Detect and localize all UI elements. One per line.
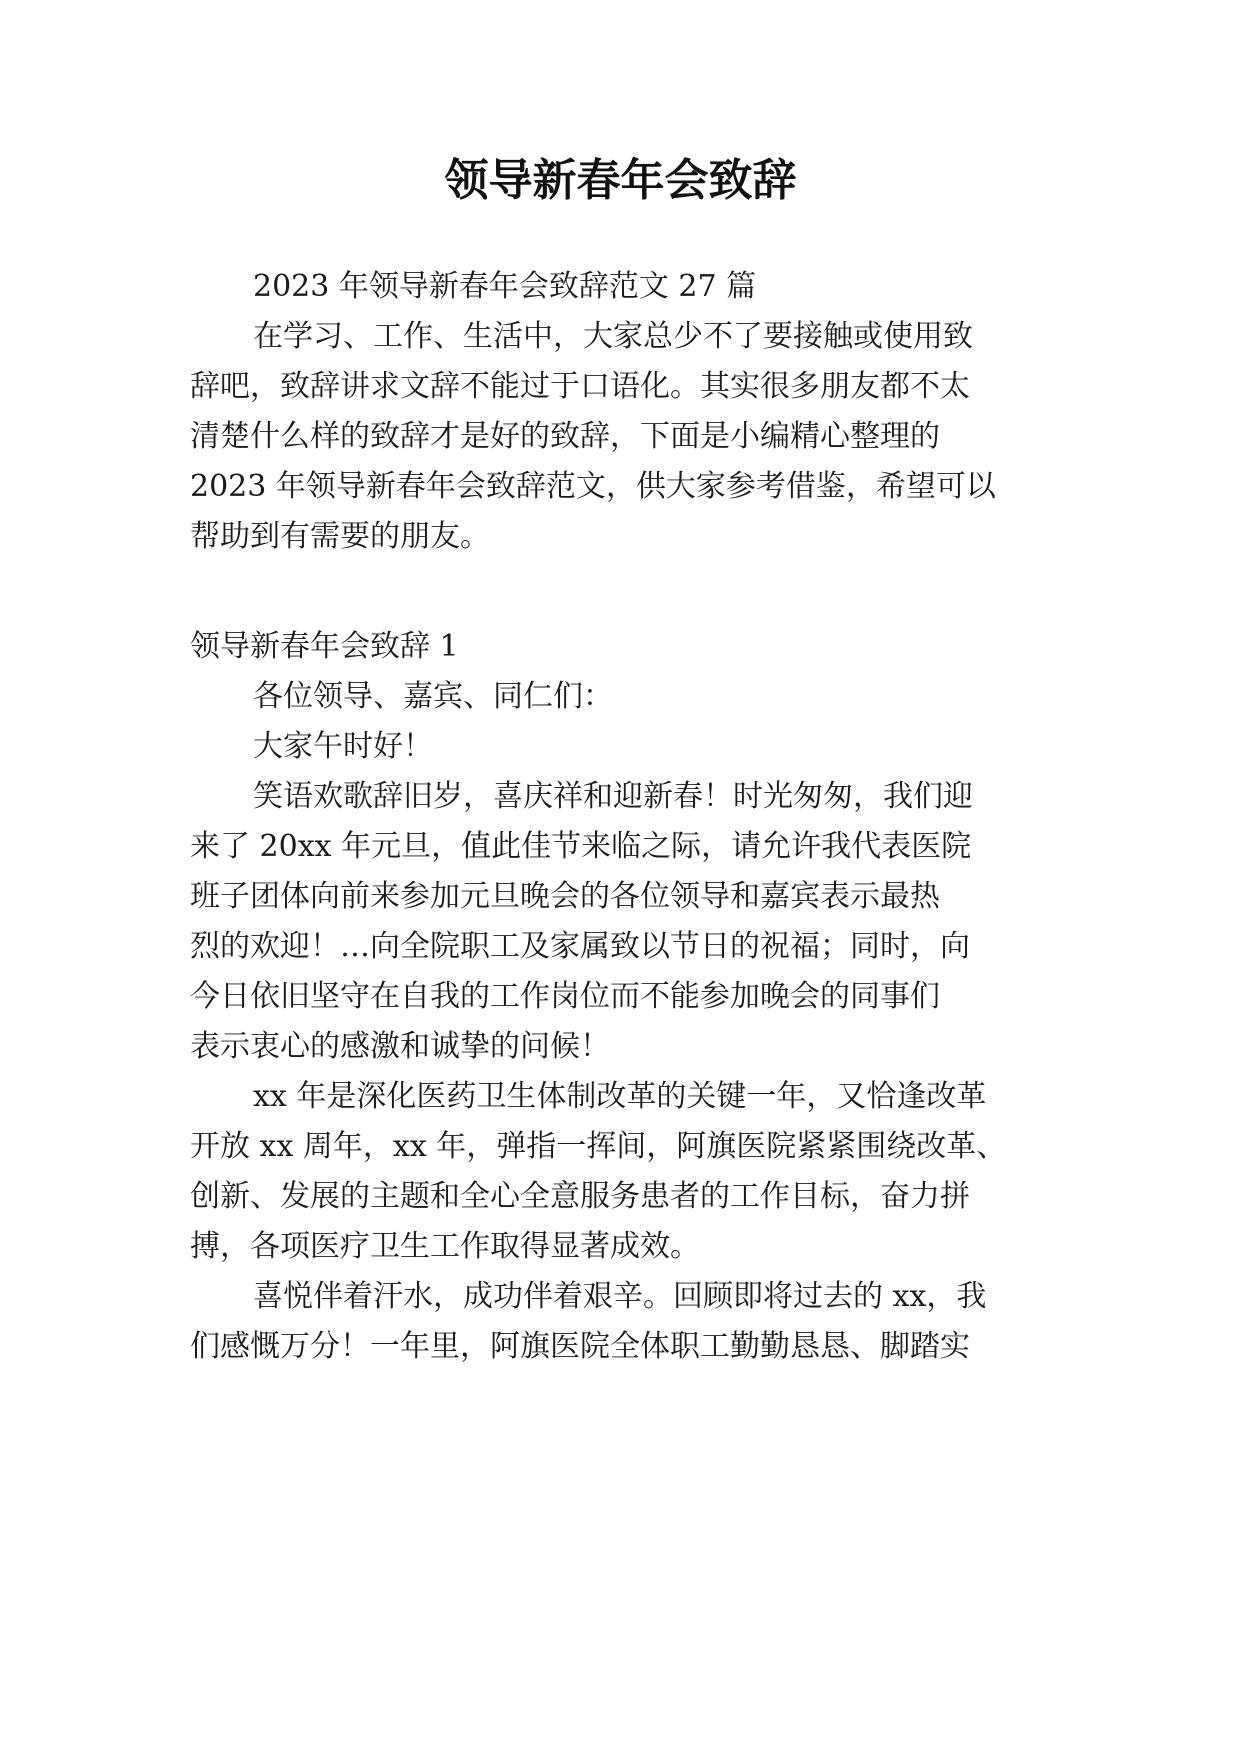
subtitle-line: 2023 年领导新春年会致辞范文 27 篇: [253, 269, 757, 304]
paragraph-line: 来了 20xx 年元旦，值此佳节来临之际，请允许我代表医院: [190, 829, 972, 864]
paragraph-line: 2023 年领导新春年会致辞范文，供大家参考借鉴，希望可以: [190, 469, 996, 504]
paragraph-line: 开放 xx 周年，xx 年，弹指一挥间，阿旗医院紧紧围绕改革、: [190, 1129, 1007, 1164]
paragraph-line: 班子团体向前来参加元旦晚会的各位领导和嘉宾表示最热: [190, 879, 940, 914]
paragraph-line: xx 年是深化医药卫生体制改革的关键一年，又恰逢改革: [253, 1079, 987, 1114]
paragraph-line: 喜悦伴着汗水，成功伴着艰辛。回顾即将过去的 xx，我: [253, 1279, 987, 1314]
paragraph-line: 笑语欢歌辞旧岁，喜庆祥和迎新春！时光匆匆，我们迎: [253, 779, 973, 814]
paragraph-line: 烈的欢迎！…向全院职工及家属致以节日的祝福；同时，向: [190, 929, 970, 964]
paragraph-line: 在学习、工作、生活中，大家总少不了要接触或使用致: [253, 319, 973, 354]
paragraph-line: 创新、发展的主题和全心全意服务患者的工作目标，奋力拼: [190, 1179, 970, 1214]
paragraph-line: 辞吧，致辞讲求文辞不能过于口语化。其实很多朋友都不太: [190, 369, 970, 404]
paragraph-line: 大家午时好！: [253, 729, 433, 764]
paragraph-line: 清楚什么样的致辞才是好的致辞，下面是小编精心整理的: [190, 419, 940, 454]
document-title: 领导新春年会致辞: [444, 155, 797, 206]
paragraph-line: 各位领导、嘉宾、同仁们：: [253, 679, 613, 714]
paragraph-line: 们感慨万分！一年里，阿旗医院全体职工勤勤恳恳、脚踏实: [190, 1329, 970, 1364]
paragraph-line: 今日依旧坚守在自我的工作岗位而不能参加晚会的同事们: [190, 979, 940, 1014]
paragraph-line: 帮助到有需要的朋友。: [190, 519, 490, 554]
paragraph-line: 搏，各项医疗卫生工作取得显著成效。: [190, 1229, 700, 1264]
paragraph-line: 表示衷心的感激和诚挚的问候！: [190, 1029, 610, 1064]
section-heading: 领导新春年会致辞 1: [190, 629, 459, 664]
